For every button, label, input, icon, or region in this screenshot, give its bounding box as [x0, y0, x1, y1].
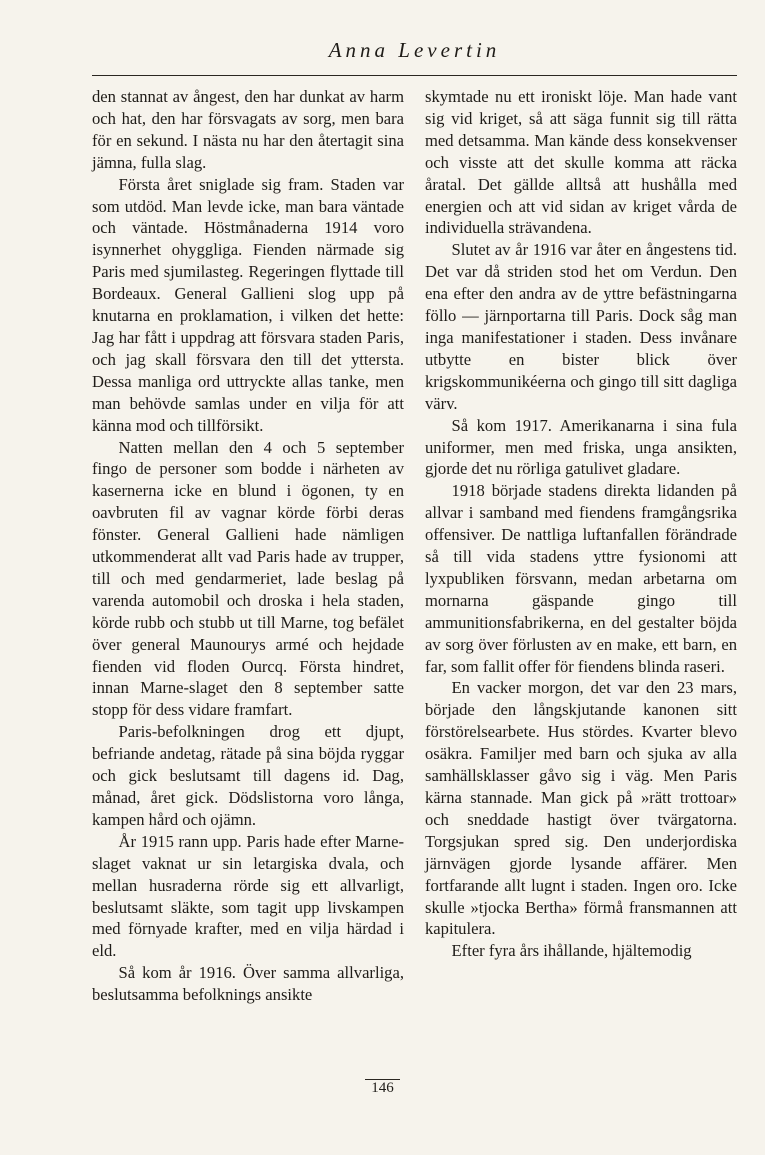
page-number-footer — [0, 1080, 765, 1097]
paragraph: Första året sniglade sig fram. Staden var som utdöd. Man levde icke, man bara väntade och väntade. Höstmånaderna 1914 voro isynnerhet ohyggliga. Fienden närmade sig Paris med sjumilasteg. Regeringen flyttade till Bordeaux. General Gallieni slog upp på knutarna en proklamation, i vilken det hette: Jag har fått i uppdrag att försvara staden Paris, och jag skall försvara den till det yttersta. Dessa manliga ord uttryckte allas tanke, men man behövde samlas under en vilja för att känna mod och tillförsikt. — [92, 174, 404, 435]
left-column — [92, 86, 404, 1006]
paragraph: Natten mellan den 4 och 5 september fingo de personer som bodde i närheten av kasernerna icke en blund i ögonen, ty en oavbruten fil av vagnar körde förbi deras fönster. General Gallieni hade nämligen utkommenderat allt vad Paris hade av trupper, till och med gendarmeriet, lade beslag på varenda automobil och droska i hela staden, körde rubb och stubb ut till Marne, tog befälet över general Maunourys armé och hejdade fienden vid floden Ourcq. Första hindret, innan Marne-slaget den 8 september satte stopp för dess vidare framfart. — [92, 437, 404, 720]
paragraph: Så kom 1917. Amerikanarna i sina fula uniformer, men med friska, unga ansikten, gjorde det nu rörliga gatulivet gladare. — [425, 415, 737, 479]
header-rule — [92, 75, 737, 76]
paragraph: En vacker morgon, det var den 23 mars, började den långskjutande kanonen sitt förstörelsearbete. Hus stördes. Kvarter blevo osäkra. Familjer med barn och sjuka av alla samhällsklasser gåvo sig i väg. Men Paris kärna stannade. Man gick på »rätt trottoar» och sneddade hastigt över tvärgatorna. Torgsjukan spred sig. Den underjordiska järnvägen gjorde lysande affärer. Men fortfarande allt lugnt i staden. Ingen oro. Icke skulle »tjocka Bertha» förmå fransmannen att kapitulera. — [425, 678, 737, 939]
paragraph: År 1915 rann upp. Paris hade efter Marne-slaget vaknat ur sin letargiska dvala, och mellan husraderna rörde sig ett allvarligt, beslutsamt släkte, som tagit upp livskampen med förnyade krafter, med en vilja härdad i eld. — [92, 831, 404, 961]
paragraph: Paris-befolkningen drog ett djupt, befriande andetag, rätade på sina böjda ryggar och gick beslutsamt till dagens id. Dag, månad, året gick. Dödslistorna voro långa, kampen hård och ojämn. — [92, 722, 404, 829]
paragraph: Efter fyra års ihållande, hjältemodig — [451, 941, 692, 961]
paragraph: Så kom år 1916. Över samma allvarliga, beslutsamma befolknings ansikte — [92, 963, 404, 1005]
paragraph: skymtade nu ett ironiskt löje. Man hade vant sig vid kriget, så att säga funnit sig till rätta med detsamma. Man kände dess konsekvenser och visste att det skulle komma att räcka åratal. Det gällde alltså att hushålla med energien och att vid sidan av kriget vårda de individuella strävandena. — [425, 87, 737, 238]
paragraph: 1918 började stadens direkta lidanden på allvar i samband med fiendens framgångsrika offensiver. De nattliga luftanfallen förändrade så till vida stadens yttre fysionomi att lyxpubliken försvann, medan arbetarna om mornarna gäspande gingo till ammunitionsfabrikerna, en del gestalter böjda av sorg över förlusten av en make, ett barn, en far, som fallit offer för fiendens blinda raseri. — [425, 481, 737, 676]
running-head: Anna Levertin — [328, 38, 501, 62]
page-number: 146 — [365, 1079, 400, 1096]
paragraph: den stannat av ångest, den har dunkat av harm och hat, den har försvagats av sorg, men bara för en sekund. I nästa nu har den återtagit sina jämna, fulla slag. — [92, 87, 404, 172]
right-column — [425, 86, 737, 962]
paragraph: Slutet av år 1916 var åter en ångestens tid. Det var då striden stod het om Verdun. Den ena efter den andra av de yttre befästningarna föllo — järnportarna till Paris. Dock såg man inga manifestationer i staden. Dess invånare utbytte en bister blick över krigskommunikéerna och gingo till sitt dagliga värv. — [425, 240, 737, 413]
